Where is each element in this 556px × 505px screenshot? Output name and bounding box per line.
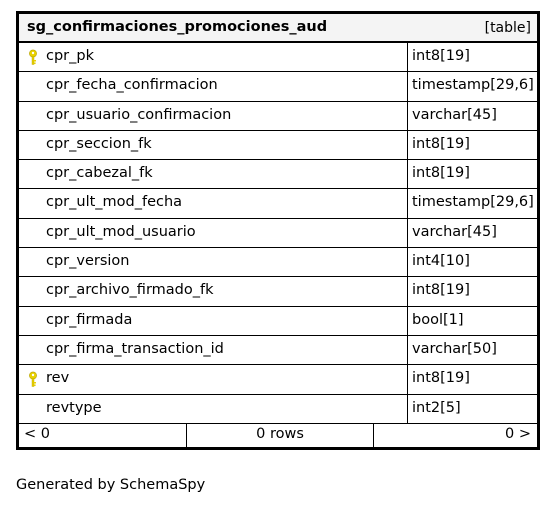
column-name: cpr_ult_mod_fecha [46,194,183,211]
column-type: timestamp[29,6] [412,77,534,94]
column-row [19,307,537,336]
column-row [19,131,537,160]
column-type: varchar[45] [412,106,497,123]
column-name: cpr_fecha_confirmacion [46,77,218,94]
row-count: 0 rows [256,426,304,442]
column-name: cpr_ult_mod_usuario [46,223,196,240]
column-name: cpr_pk [46,48,94,64]
column-list [19,43,537,424]
column-name: cpr_cabezal_fk [46,165,153,182]
column-row [19,248,537,277]
column-name: cpr_seccion_fk [46,135,152,152]
column-name: cpr_archivo_firmado_fk [46,282,214,299]
column-type: int8[19] [412,135,470,152]
column-type: varchar[50] [412,340,497,357]
table-entity [16,11,540,450]
incoming-relations-cell [19,424,187,447]
column-type: int2[5] [412,399,461,416]
incoming-relations-count: < 0 [24,426,50,442]
column-row [19,365,537,394]
column-row [19,219,537,248]
table-header [19,14,537,43]
column-name: rev [46,370,70,387]
column-name: cpr_version [46,253,130,270]
column-row [19,189,537,218]
column-type: int8[19] [412,165,470,182]
outgoing-relations-count: 0 > [505,426,531,442]
column-type: bool[1] [412,311,464,328]
column-name: cpr_firmada [46,311,133,328]
column-name: revtype [46,399,102,416]
column-row [19,43,537,72]
column-row [19,160,537,189]
table-kind-label: [table] [484,20,531,36]
generated-by-text: Generated by SchemaSpy [16,477,206,493]
column-row [19,395,537,424]
column-row [19,102,537,131]
table-name: sg_confirmaciones_promociones_aud [27,19,328,35]
primary-key-icon [28,371,38,387]
table-footer [19,424,537,447]
column-row [19,72,537,101]
column-type: int8[19] [412,370,470,387]
column-type: int8[19] [412,282,470,299]
column-type: int8[19] [412,48,470,64]
outgoing-relations-cell [374,424,537,447]
column-type: varchar[45] [412,223,497,240]
column-name: cpr_firma_transaction_id [46,340,224,357]
column-type: timestamp[29,6] [412,194,534,211]
column-name: cpr_usuario_confirmacion [46,106,232,123]
column-row [19,277,537,306]
primary-key-icon [28,49,38,65]
column-type: int4[10] [412,253,470,270]
row-count-cell [187,424,374,447]
column-row [19,336,537,365]
